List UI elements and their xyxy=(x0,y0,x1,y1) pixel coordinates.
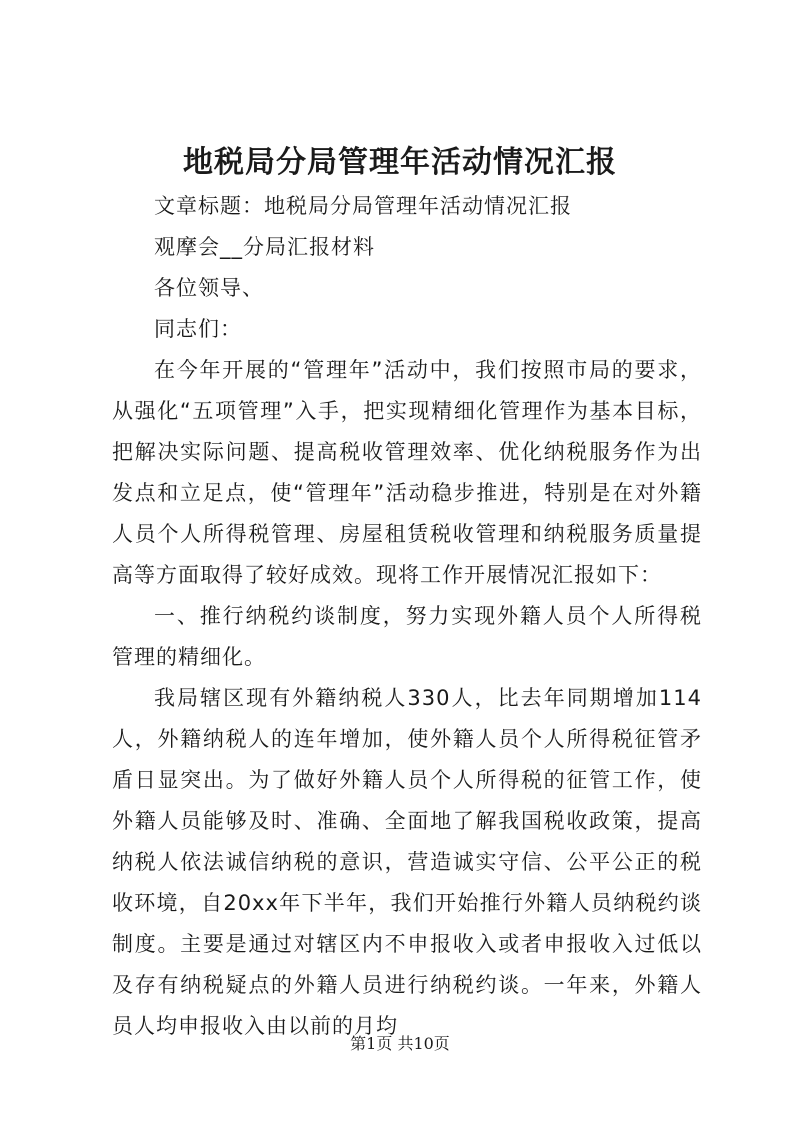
page-number-footer: 第1页 共10页 xyxy=(350,1034,450,1053)
paragraph-salutation-comrades: 同志们： xyxy=(154,317,242,341)
paragraph-meeting-material: 观摩会__分局汇报材料 xyxy=(154,235,375,259)
paragraph-salutation-leaders: 各位领导、 xyxy=(154,276,264,300)
paragraph-article-title: 文章标题：地税局分局管理年活动情况汇报 xyxy=(154,194,572,218)
paragraph-section-1-body: 我局辖区现有外籍纳税人330人，比去年同期增加114人，外籍纳税人的连年增加，使外籍人员个人所得税征管矛盾日显突出。为了做好外籍人员个人所得税的征管工作，使外籍人员能够及时、准确、全面地了解我国税收政策，提高纳税人依法诚信纳税的意识，营造诚实守信、公平公正的税收环境，自20xx年下半年，我们开始推行外籍人员纳税约谈制度。主要是通过对辖区内不申报收入或者申报收入过低以及存有纳税疑点的外籍人员进行纳税约谈。一年来，外籍人员人均申报收入由以前的月均 xyxy=(112,686,702,1038)
paragraph-section-heading-1: 一、推行纳税约谈制度，努力实现外籍人员个人所得税管理的精细化。 xyxy=(112,604,702,669)
document-body xyxy=(112,186,702,1047)
document-title: 地税局分局管理年活动情况汇报 xyxy=(183,145,617,180)
paragraph-introduction: 在今年开展的“管理年”活动中，我们按照市局的要求，从强化“五项管理”入手，把实现精细化管理作为基本目标，把解决实际问题、提高税收管理效率、优化纳税服务作为出发点和立足点，使“管理年”活动稳步推进，特别是在对外籍人员个人所得税管理、房屋租赁税收管理和纳税服务质量提高等方面取得了较好成效。现将工作开展情况汇报如下： xyxy=(112,358,702,587)
